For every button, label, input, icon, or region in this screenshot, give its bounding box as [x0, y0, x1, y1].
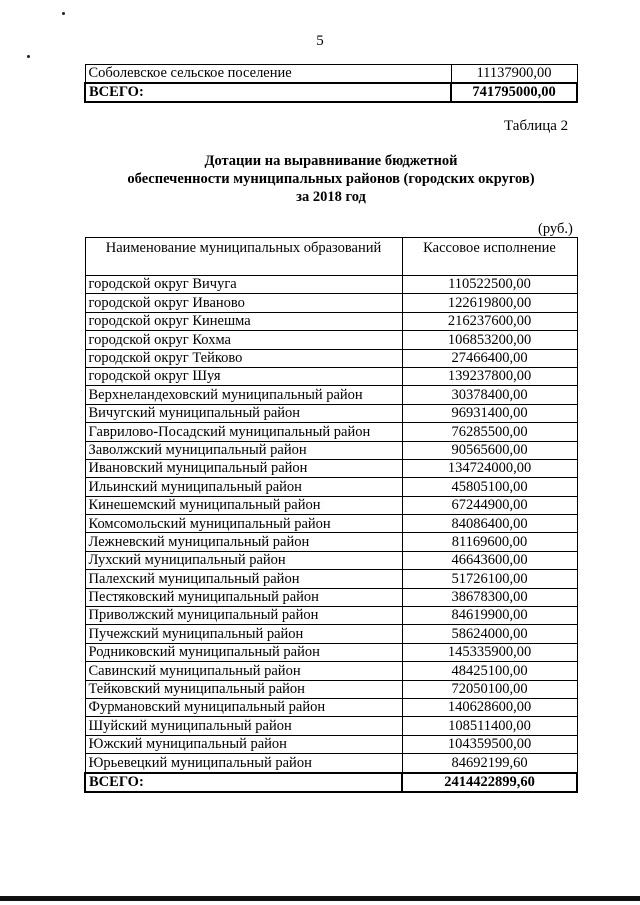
- row-value: 72050100,00: [402, 680, 577, 698]
- table-row: [85, 404, 577, 422]
- table-row: [85, 717, 577, 735]
- table-row: [85, 643, 577, 661]
- row-value: 38678300,00: [402, 588, 577, 606]
- row-value: 84086400,00: [402, 515, 577, 533]
- table-label: Таблица 2: [504, 118, 569, 134]
- table-row: [85, 698, 577, 716]
- table-title: [84, 152, 578, 206]
- row-name: Шуйский муниципальный район: [85, 717, 402, 735]
- row-value: 106853200,00: [402, 331, 577, 349]
- row-name: Кинешемский муниципальный район: [85, 496, 402, 514]
- row-value: 11137900,00: [451, 65, 577, 84]
- scan-speck: [27, 55, 30, 58]
- continued-table: [84, 64, 578, 103]
- row-name: Юрьевецкий муниципальный район: [85, 754, 402, 773]
- title-line: обеспеченности муниципальных районов (городских округов): [127, 171, 535, 187]
- table-row: [85, 680, 577, 698]
- table-row: [85, 367, 577, 385]
- header-row: [85, 238, 577, 276]
- row-name: Гаврилово-Посадский муниципальный район: [85, 423, 402, 441]
- row-name: Родниковский муниципальный район: [85, 643, 402, 661]
- row-value: 145335900,00: [402, 643, 577, 661]
- table-row: [85, 662, 577, 680]
- table-row: [85, 588, 577, 606]
- row-name: Фурмановский муниципальный район: [85, 698, 402, 716]
- column-header-name: Наименование муниципальных образований: [85, 238, 402, 276]
- table-row: [85, 496, 577, 514]
- row-name: Тейковский муниципальный район: [85, 680, 402, 698]
- row-value: 96931400,00: [402, 404, 577, 422]
- row-value: 741795000,00: [451, 83, 577, 102]
- row-value: 122619800,00: [402, 294, 577, 312]
- row-name: Пучежский муниципальный район: [85, 625, 402, 643]
- table-row: [85, 441, 577, 459]
- table-row: [85, 312, 577, 330]
- row-value: 140628600,00: [402, 698, 577, 716]
- row-value: 216237600,00: [402, 312, 577, 330]
- row-name: Вичугский муниципальный район: [85, 404, 402, 422]
- row-value: 30378400,00: [402, 386, 577, 404]
- row-value: 58624000,00: [402, 625, 577, 643]
- row-name: Соболевское сельское поселение: [85, 65, 451, 84]
- row-value: 51726100,00: [402, 570, 577, 588]
- row-name: Палехский муниципальный район: [85, 570, 402, 588]
- scan-edge-line: [0, 896, 640, 901]
- row-value: 45805100,00: [402, 478, 577, 496]
- table-row: [85, 551, 577, 569]
- row-value: 81169600,00: [402, 533, 577, 551]
- table-row: [85, 625, 577, 643]
- table-row: [85, 570, 577, 588]
- row-name: городской округ Кинешма: [85, 312, 402, 330]
- row-name: Заволжский муниципальный район: [85, 441, 402, 459]
- table-row: [85, 478, 577, 496]
- table-row: [85, 65, 577, 84]
- column-header-value: Кассовое исполнение: [402, 238, 577, 276]
- row-value: 76285500,00: [402, 423, 577, 441]
- scan-speck: [62, 12, 65, 15]
- row-value: 134724000,00: [402, 459, 577, 477]
- row-name: Ивановский муниципальный район: [85, 459, 402, 477]
- table-row: [85, 276, 577, 294]
- row-value: 110522500,00: [402, 276, 577, 294]
- row-value: 27466400,00: [402, 349, 577, 367]
- row-value: 2414422899,60: [402, 773, 577, 792]
- row-name: ВСЕГО:: [85, 83, 451, 102]
- row-name: Приволжский муниципальный район: [85, 607, 402, 625]
- row-value: 108511400,00: [402, 717, 577, 735]
- row-value: 48425100,00: [402, 662, 577, 680]
- row-name: Комсомольский муниципальный район: [85, 515, 402, 533]
- table-row: [85, 294, 577, 312]
- total-row: [85, 773, 577, 792]
- table-row: [85, 754, 577, 773]
- title-line: за 2018 год: [296, 189, 366, 205]
- table-row: [85, 515, 577, 533]
- row-value: 84619900,00: [402, 607, 577, 625]
- row-value: 90565600,00: [402, 441, 577, 459]
- table-row: [85, 331, 577, 349]
- row-value: 104359500,00: [402, 735, 577, 753]
- row-name: Южский муниципальный район: [85, 735, 402, 753]
- title-line: Дотации на выравнивание бюджетной: [204, 153, 458, 169]
- row-name: Ильинский муниципальный район: [85, 478, 402, 496]
- row-name: Лежневский муниципальный район: [85, 533, 402, 551]
- row-name: Пестяковский муниципальный район: [85, 588, 402, 606]
- row-name: городской округ Вичуга: [85, 276, 402, 294]
- table-row: [85, 459, 577, 477]
- table-row: [85, 533, 577, 551]
- row-value: 67244900,00: [402, 496, 577, 514]
- row-value: 139237800,00: [402, 367, 577, 385]
- row-name: Верхнеландеховский муниципальный район: [85, 386, 402, 404]
- row-name: Лухский муниципальный район: [85, 551, 402, 569]
- row-value: 84692199,60: [402, 754, 577, 773]
- table-row: [85, 423, 577, 441]
- row-name: городской округ Иваново: [85, 294, 402, 312]
- row-name: городской округ Кохма: [85, 331, 402, 349]
- table-row: [85, 386, 577, 404]
- row-name: Савинский муниципальный район: [85, 662, 402, 680]
- subsidies-table: [84, 237, 578, 793]
- table-row: [85, 349, 577, 367]
- table-row: [85, 735, 577, 753]
- row-name: ВСЕГО:: [85, 773, 402, 792]
- row-value: 46643600,00: [402, 551, 577, 569]
- total-row: [85, 83, 577, 102]
- row-name: городской округ Шуя: [85, 367, 402, 385]
- table-row: [85, 607, 577, 625]
- page-number: 5: [316, 33, 324, 49]
- unit-label: (руб.): [538, 221, 573, 237]
- row-name: городской округ Тейково: [85, 349, 402, 367]
